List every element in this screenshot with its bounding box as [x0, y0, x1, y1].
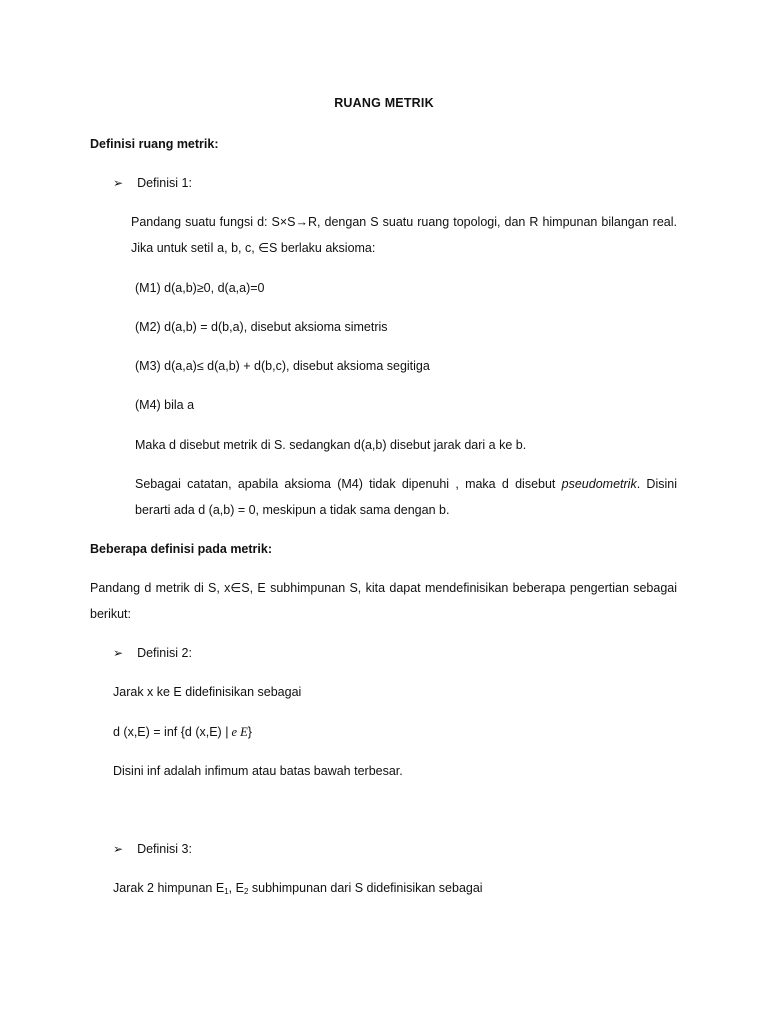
jarak2-subscript-2: 2: [243, 887, 249, 896]
page-title: RUANG METRIK: [334, 96, 434, 110]
definition-3-item: [113, 841, 192, 857]
catatan-pseudometrik: pseudometrik: [561, 477, 637, 491]
disini-inf: Disini inf adalah infimum atau batas bawah terbesar.: [113, 764, 403, 778]
jarak2-text-c: subhimpunan dari S didefinisikan sebagai: [248, 881, 483, 895]
heading-beberapa-definisi: Beberapa definisi pada metrik:: [90, 542, 273, 556]
heading-definisi-ruang-metrik: Definisi ruang metrik:: [90, 137, 219, 151]
formula-e-in-e: e E: [231, 725, 248, 739]
arrow-bullet-icon: ➢: [113, 176, 124, 190]
jarak2-subscript-1: 1: [224, 887, 229, 896]
pandang-line-2: berikut:: [90, 607, 131, 621]
definition-1-item: [113, 175, 192, 191]
catatan-text-b: . Disini: [636, 477, 677, 491]
catatan-line-2: berarti ada d (a,b) = 0, meskipun a tidak sama dengan b.: [135, 503, 450, 517]
axiom-m2: (M2) d(a,b) = d(b,a), disebut aksioma simetris: [135, 320, 388, 334]
axiom-m4: (M4) bila a: [135, 398, 195, 412]
maka-sentence: Maka d disebut metrik di S. sedangkan d(a,b) disebut jarak dari a ke b.: [135, 438, 527, 452]
formula-d-x-e: [113, 724, 252, 740]
jarak2-text-b: , E: [228, 881, 244, 895]
definition-1-paragraph-line-1: Pandang suatu fungsi d: S×S→R, dengan S suatu ruang topologi, dan R himpunan bilangan real.: [131, 215, 677, 229]
jarak-2-himpunan: [113, 880, 483, 900]
definition-2-item: [113, 645, 192, 661]
formula-close-brace: }: [247, 725, 252, 739]
catatan-line-1: [135, 476, 677, 492]
definition-1-paragraph-line-2: Jika untuk setiا a, b, c, ∈S berlaku aksioma:: [131, 241, 376, 255]
pandang-line-1: Pandang d metrik di S, x∈S, E subhimpunan S, kita dapat mendefinisikan beberapa pengertian sebagai: [90, 581, 677, 595]
definition-1-label: Definisi 1:: [137, 176, 192, 190]
definition-2-label: Definisi 2:: [137, 646, 192, 660]
catatan-text-a: Sebagai catatan, apabila aksioma (M4) tidak dipenuhi , maka d disebut: [135, 477, 562, 491]
formula-main: d (x,E) = inf {d (x,E) |: [113, 725, 229, 739]
definition-3-label: Definisi 3:: [137, 842, 192, 856]
jarak-x-ke-e: Jarak x ke E didefinisikan sebagai: [113, 685, 302, 699]
arrow-bullet-icon: ➢: [113, 842, 124, 856]
arrow-bullet-icon: ➢: [113, 646, 124, 660]
axiom-m3: (M3) d(a,a)≤ d(a,b) + d(b,c), disebut aksioma segitiga: [135, 359, 430, 373]
jarak2-text-a: Jarak 2 himpunan E: [113, 881, 225, 895]
axiom-m1: (M1) d(a,b)≥0, d(a,a)=0: [135, 281, 265, 295]
